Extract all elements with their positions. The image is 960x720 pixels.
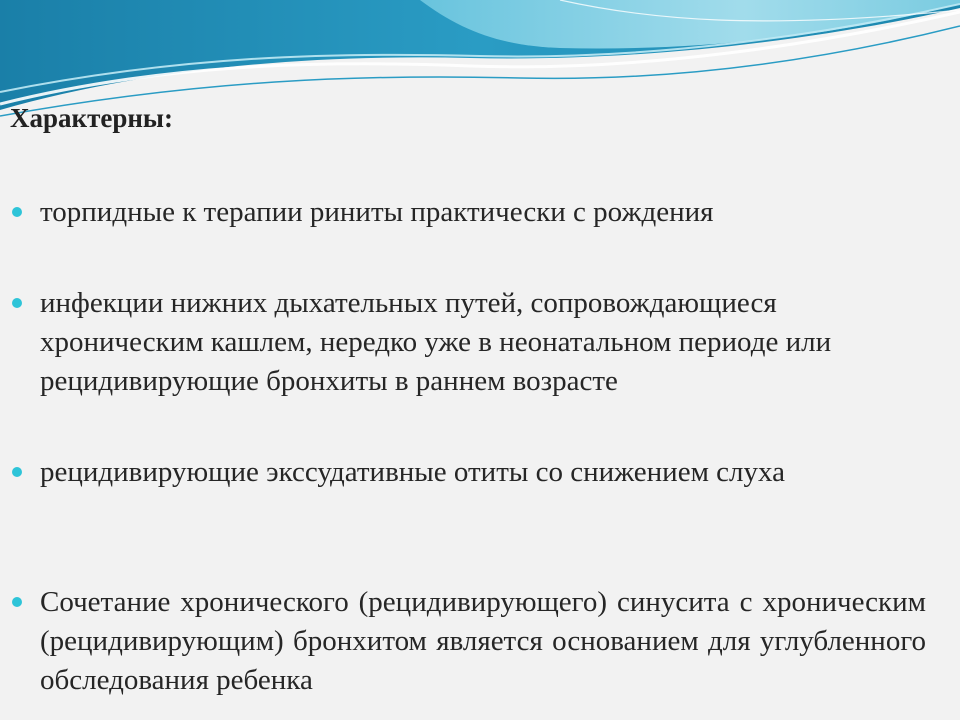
bullet-dot-icon	[12, 207, 22, 217]
bullet-text: Сочетание хронического (рецидивирующего) синусита с хроническим (рецидивирующим) бронхитом является основанием для углубленного обследования ребенка	[40, 586, 926, 696]
bullet-item	[12, 583, 926, 700]
bullet-dot-icon	[12, 467, 22, 477]
bullet-text: рецидивирующие экссудативные отиты со снижением слуха	[40, 456, 786, 488]
bullet-dot-icon	[12, 298, 22, 308]
bullet-item	[12, 193, 926, 232]
bullet-text: торпидные к терапии риниты практически с рождения	[40, 196, 714, 228]
slide-heading: Характерны:	[10, 103, 173, 133]
bullet-text: инфекции нижних дыхательных путей, сопровождающиеся хроническим кашлем, нередко уже в неонатальном периоде или рецидивирующие бронхиты в раннем возрасте	[40, 287, 832, 397]
bullet-item	[12, 453, 926, 492]
bullet-dot-icon	[12, 597, 22, 607]
bullet-item	[12, 284, 926, 401]
